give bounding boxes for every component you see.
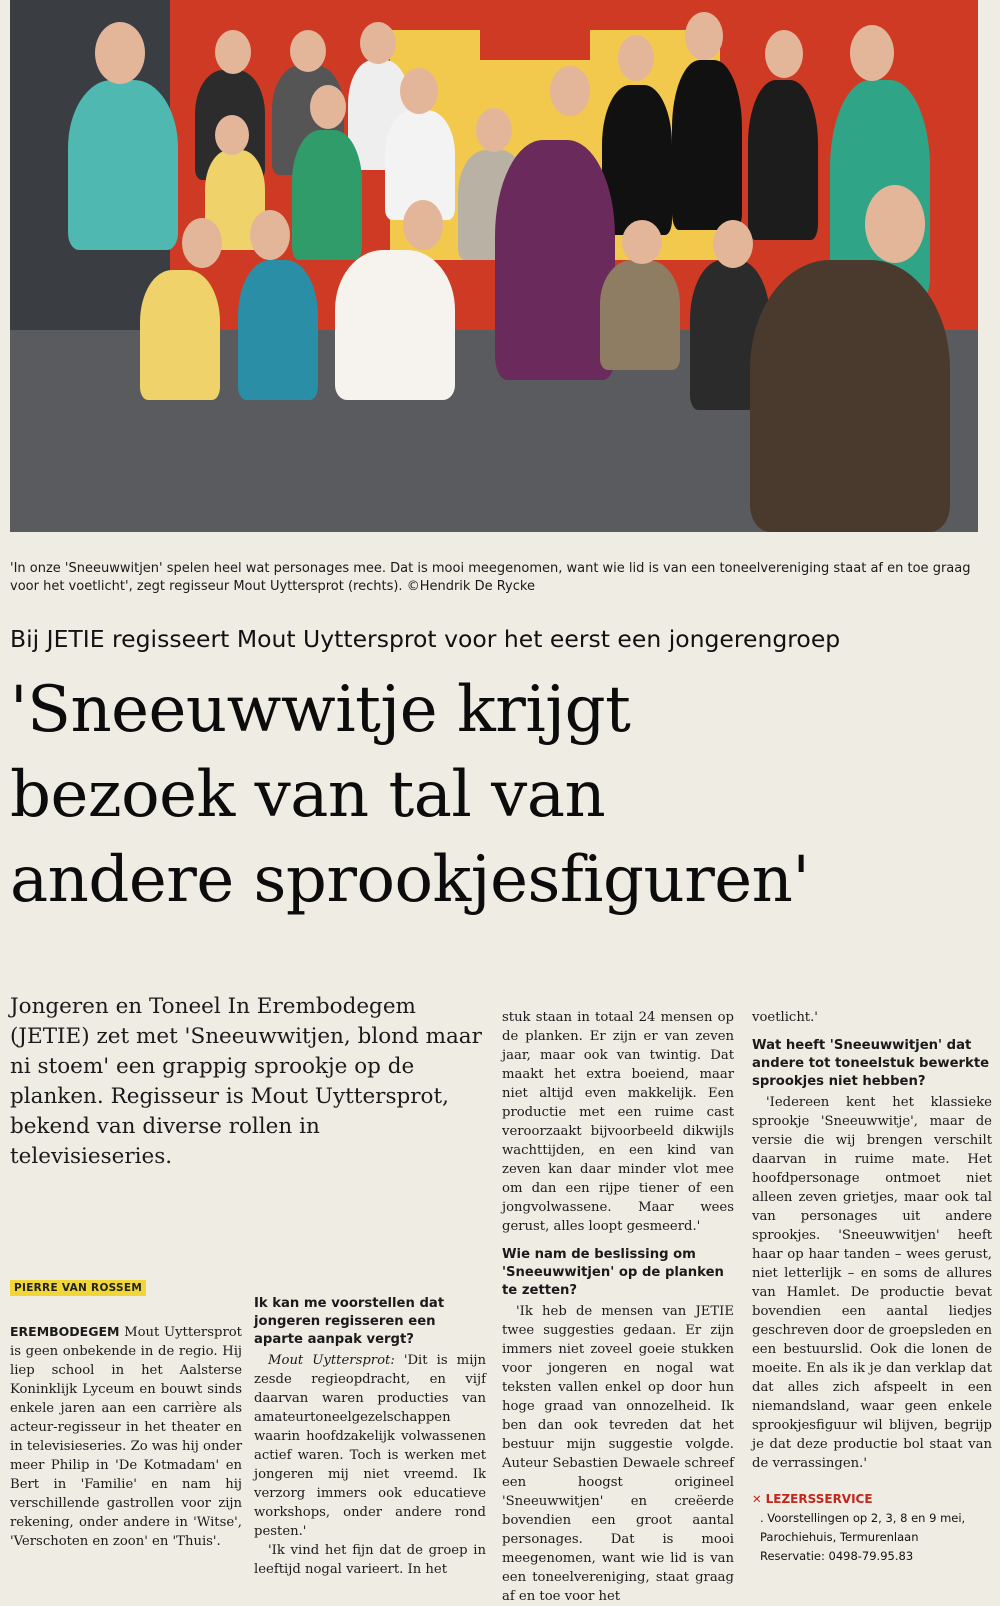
cast-member-head: [403, 200, 443, 250]
x-mark-icon: ✕: [752, 1492, 762, 1506]
cast-member: [68, 80, 178, 250]
cast-member-head: [476, 108, 512, 152]
cast-member-head: [850, 25, 894, 81]
column-paragraph: [254, 1351, 486, 1541]
cast-member-head: [250, 210, 290, 260]
cast-member: [238, 260, 318, 400]
cast-member-head: [310, 85, 346, 129]
article-headline: [10, 668, 1000, 923]
column-paragraph: 'Iedereen kent het klassieke sprookje 'Sneeuwwitje', maar de versie die wij brengen verschilt daarvan in ruime mate. Het hoofdpersonage ontmoet niet alleen zeven grietjes, maar ook tal van personages uit andere sprookjes. 'Sneeuwwitjen' heeft haar op haar tanden – wees gerust, niet letterlijk – en soms de allures van Hamlet. De productie bevat bovendien een aantal liedjes geschreven door de groepsleden en een bestuurslid. Ook die lonen de moeite. En als ik je dan verklap dat dat alles zich afspeelt in een niemandsland, waar geen enkele sprookjesfiguur wil blijven, begrijp je dat deze productie bol staat van de verrassingen.': [752, 1095, 992, 1471]
cast-member: [495, 140, 615, 380]
cast-member-head: [215, 115, 249, 155]
performance-venue: Parochiehuis, Termurenlaan: [760, 1530, 919, 1544]
column-paragraph: stuk staan in totaal 24 mensen op de planken. Er zijn er van zeven jaar, maar ook van twintig. Dat maakt het extra boeiend, maar niet altijd even makkelijk. Een productie met een ruime cast veroorzaakt bijvoorbeeld dikwijls wachttijden, en een kind van zeven kan daar minder vlot mee om dan een rijpe tiener of een jongvolwassene. Maar wees gerust, alles loopt gesmeerd.': [502, 1010, 734, 1234]
cast-member-head: [182, 218, 222, 268]
column-paragraph: voetlicht.': [752, 1010, 818, 1025]
cast-member-head: [550, 66, 590, 116]
headline-line-1: 'Sneeuwwitje krijgt: [10, 673, 631, 747]
paragraph-text: Mout Uyttersprot is geen onbekende in de regio. Hij liep school in het Aalsterse Koninklijk Lyceum en bouwt sinds enkele jaren aan een carrière als acteur-regisseur in het theater en in televisieseries. Zo was hij onder meer Philip in 'De Kotmadam' en Bert in 'Familie' en nam hij verschillende gastrollen voor zijn rekening, onder andere in 'Witse', 'Verschoten en zoon' en 'Thuis'.: [10, 1325, 242, 1549]
headline-line-3: andere sprookjesfiguren': [10, 843, 810, 917]
cast-member-head: [622, 220, 662, 264]
article-column-3: [502, 1008, 734, 1606]
director-head: [865, 185, 925, 263]
cast-member: [292, 130, 362, 260]
reader-service-box: [752, 1490, 992, 1566]
column-paragraph: [10, 1322, 242, 1551]
reader-service-title: [752, 1490, 992, 1509]
speaker-label: Mout Uyttersprot:: [268, 1353, 395, 1368]
cast-member-head: [290, 30, 326, 72]
cast-member: [600, 260, 680, 370]
reservation-phone: Reservatie: 0498-79.95.83: [760, 1549, 914, 1563]
column-paragraph: 'Ik vind het fijn dat de groep in leeftijd nogal varieert. In het: [254, 1543, 486, 1577]
article-byline: PIERRE VAN ROSSEM: [10, 1280, 146, 1296]
cast-member: [335, 250, 455, 400]
cast-member-head: [360, 22, 396, 64]
article-column-1: [10, 1322, 242, 1551]
interview-question: Wie nam de beslissing om 'Sneeuwwitjen' op de planken te zetten?: [502, 1247, 724, 1298]
article-column-4: [752, 1008, 992, 1473]
article-column-2: [254, 1285, 486, 1579]
paragraph-text: 'Dit is mijn zesde regieopdracht, en vijf daarvan waren producties van amateurtoneelgezelschappen waarin hoofdzakelijk volwassenen actief waren. Toch is werken met jongeren mij niet vreemd. Ik verzorg immers ook educatieve workshops, onder andere rond pesten.': [254, 1353, 486, 1539]
cast-member-head: [685, 12, 723, 60]
photo-caption: 'In onze 'Sneeuwwitjen' spelen heel wat personages mee. Dat is mooi meegenomen, want wie lid is van een toneelvereniging staat af en toe graag voor het voetlicht', zegt regisseur Mout Uyttersprot (rechts). ©Hendrik De Rycke: [10, 561, 971, 594]
cast-member-head: [713, 220, 753, 268]
cast-member: [140, 270, 220, 400]
interview-question: Ik kan me voorstellen dat jongeren regisseren een aparte aanpak vergt?: [254, 1296, 445, 1347]
headline-line-2: bezoek van tal van: [10, 758, 606, 832]
article-intro: Jongeren en Toneel In Erembodegem (JETIE) zet met 'Sneeuwwitjen, blond maar ni stoem' een grappig sprookje op de planken. Regisseur is Mout Uyttersprot, bekend van diverse rollen in televisieseries.: [10, 994, 482, 1169]
cast-member-head: [400, 68, 438, 114]
reader-service-label: LEZERSSERVICE: [765, 1492, 873, 1506]
cast-member: [672, 60, 742, 230]
article-photo: [10, 0, 978, 532]
interview-question: Wat heeft 'Sneeuwwitjen' dat andere tot toneelstuk bewerkte sprookjes niet hebben?: [752, 1038, 990, 1089]
cast-member-head: [765, 30, 803, 78]
column-paragraph: 'Ik heb de mensen van JETIE twee suggesties gedaan. Er zijn immers niet zoveel goeie stukken voor jongeren en nogal wat teksten vallen enkel op door hun hoge graad van onnozelheid. Ik ben dan ook tevreden dat het bestuur mijn suggestie volgde. Auteur Sebastien Dewaele schreef een hoogst origineel 'Sneeuwwitjen' en creëerde bovendien een groot aantal personages. Dat is mooi meegenomen, want wie lid is van een toneelvereniging, staat graag af en toe voor het: [502, 1304, 734, 1604]
article-kicker: Bij JETIE regisseert Mout Uyttersprot voor het eerst een jongerengroep: [10, 625, 841, 653]
cast-member: [748, 80, 818, 240]
cast-member-head: [215, 30, 251, 74]
photo-red-notch: [480, 0, 590, 60]
cast-member-head: [618, 35, 654, 81]
director-mout-uyttersprot: [750, 260, 950, 532]
performance-dates: . Voorstellingen op 2, 3, 8 en 9 mei,: [760, 1511, 966, 1525]
cast-member-head: [95, 22, 145, 84]
article-dateline: EREMBODEGEM: [10, 1324, 120, 1339]
